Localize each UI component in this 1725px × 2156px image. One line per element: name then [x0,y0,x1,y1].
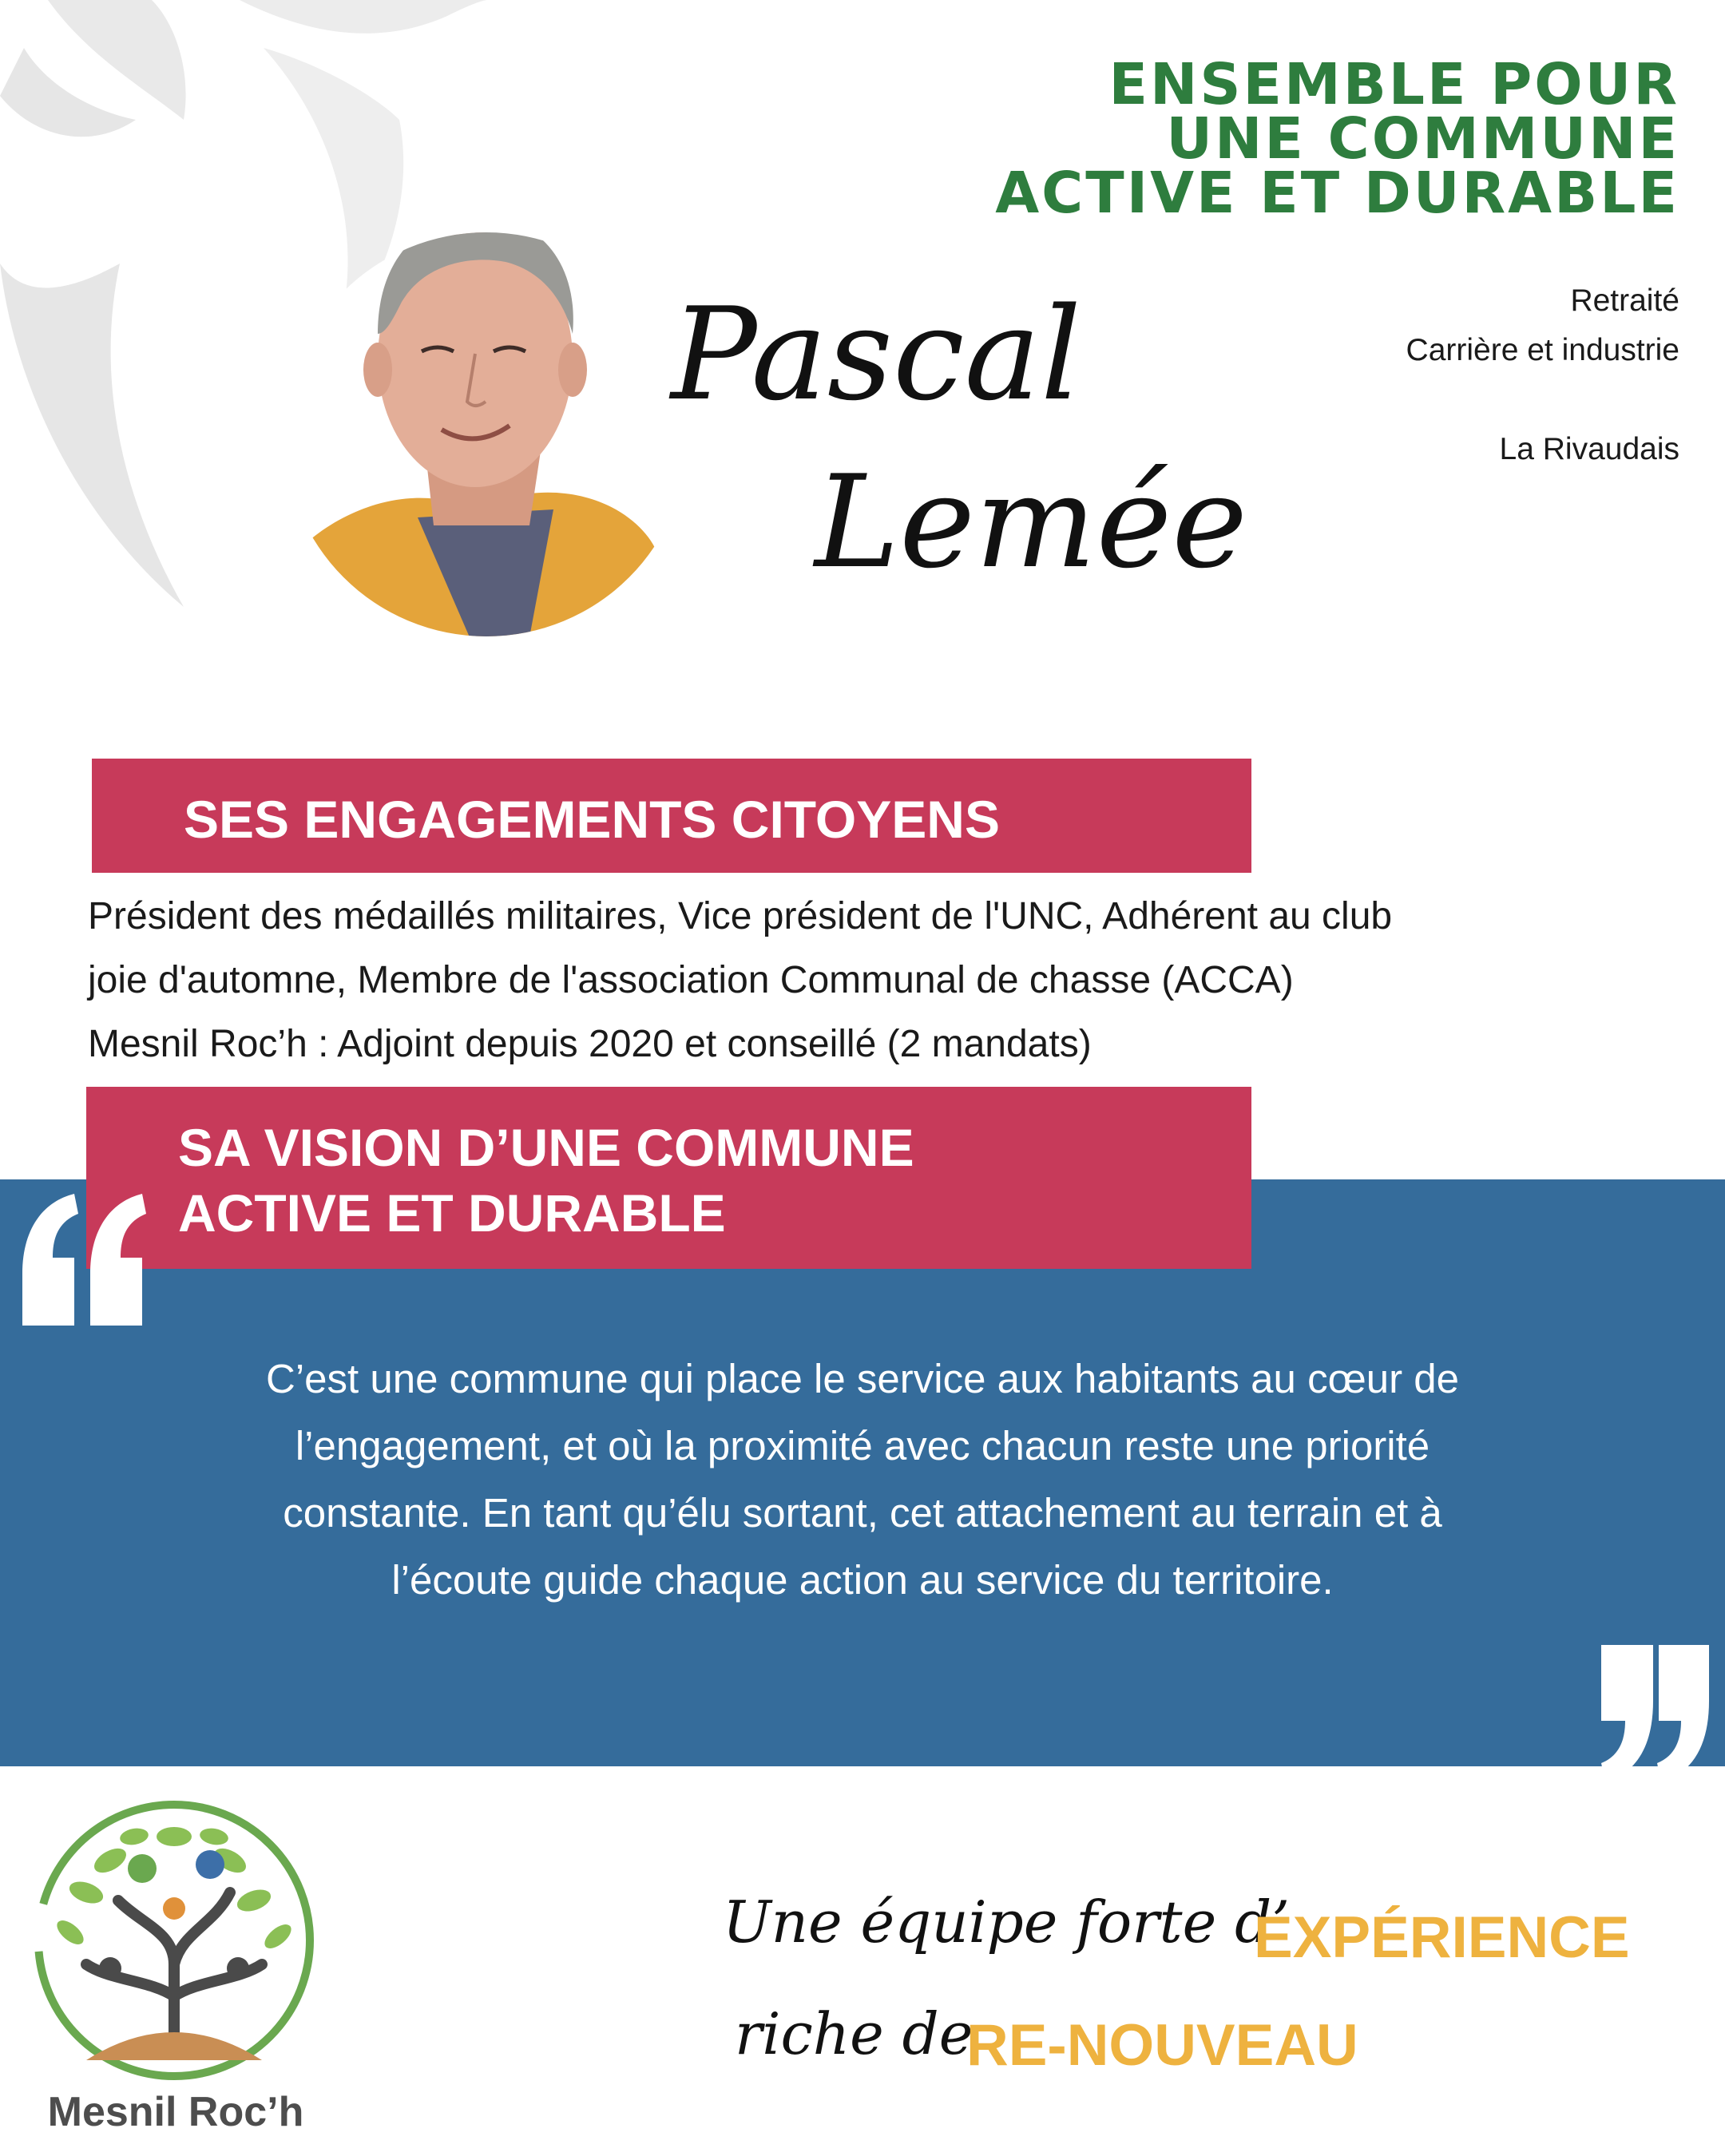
candidate-signature-name [671,279,1248,679]
mesnil-roch-logo [22,1789,326,2092]
logo-name: Mesnil Roc’h [47,2089,304,2135]
headline-line-1: ENSEMBLE POUR [1108,51,1679,117]
engagements-header [92,759,1251,873]
engagements-line-2: joie d'automne, Membre de l'association Communal de chasse (ACCA) [88,959,1294,1001]
profile-info [1120,276,1679,474]
vision-title-line-2: ACTIVE ET DURABLE [178,1183,726,1242]
profile-status: Retraité [1570,283,1679,318]
signature-first-name: Pascal [671,279,1082,429]
vision-title-line-1: SA VISION D’UNE COMMUNE [178,1118,914,1177]
quote-line-2: l’engagement, et où la proximité avec chacun reste une priorité [295,1423,1430,1468]
signature-last-name: Lemée [815,447,1248,596]
candidate-portrait [266,182,659,637]
quote-line-3: constante. En tant qu’élu sortant, cet attachement au terrain et à [283,1490,1442,1536]
headline-line-2: UNE COMMUNE [1166,105,1679,172]
tagline-highlight-1: EXPÉRIENCE [1254,1905,1630,1970]
engagements-line-3: Mesnil Roc’h : Adjoint depuis 2020 et conseillé (2 mandats) [88,1023,1092,1065]
quote-line-4: l’écoute guide chaque action au service du territoire. [391,1557,1334,1603]
engagements-line-1: Président des médaillés militaires, Vice président de l'UNC, Adhérent au club [88,895,1393,937]
tagline-script-1: Une équipe forte d’ [723,1888,1291,1956]
campaign-headline [801,51,1679,226]
campaign-tagline [723,1865,1681,2120]
headline-line-3: ACTIVE ET DURABLE [995,160,1679,226]
tagline-script-2: riche de [735,2000,974,2067]
vision-header [86,1087,1251,1269]
open-quote-icon [14,1190,150,1342]
close-quote-icon [1593,1637,1713,1789]
profile-location: La Rivaudais [1499,432,1679,466]
tagline-highlight-2: RE-NOUVEAU [966,2013,1358,2078]
engagements-text [88,885,1677,1076]
vision-quote [96,1346,1629,1614]
profile-career: Carrière et industrie [1406,333,1679,367]
quote-line-1: C’est une commune qui place le service aux habitants au cœur de [266,1356,1459,1401]
engagements-title: SES ENGAGEMENTS CITOYENS [184,790,1000,849]
